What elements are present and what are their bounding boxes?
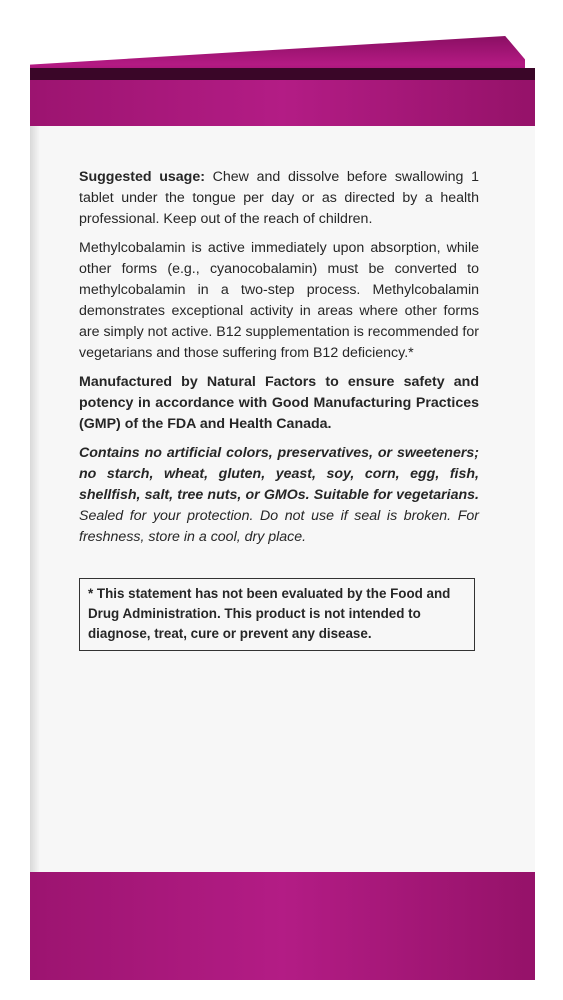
usage-text: Chew and dissolve before swallowing 1 tablet under the tongue per day or as directed by a health professional. Keep out of the reach of children. — [79, 169, 479, 227]
contains-bold: Contains no artificial colors, preservatives, or sweeteners; no starch, wheat, gluten, yeast, soy, corn, egg, fish, shellfish, salt, tree nuts, or GMOs. Suitable for vegetarians. — [79, 445, 479, 503]
panel-edge-shading — [30, 126, 40, 872]
manufacturer-paragraph: Manufactured by Natural Factors to ensure safety and potency in accordance with Good Manufacturing Practices (GMP) of the FDA and Health Canada. — [79, 374, 479, 432]
info-paragraph: Methylcobalamin is active immediately upon absorption, while other forms (e.g., cyanocobalamin) must be converted to methylcobalamin in a two-step process. Methylcobalamin demonstrates exceptional activity in areas where other forms are simply not active. B12 supplementation is recommended for vegetarians and those suffering from B12 deficiency.* — [79, 240, 479, 361]
bottom-color-band — [30, 872, 535, 980]
top-color-band — [30, 80, 535, 126]
contains-paragraph — [79, 443, 479, 548]
usage-heading: Suggested usage: — [79, 169, 205, 185]
usage-paragraph — [79, 167, 479, 230]
label-text — [79, 167, 479, 556]
contains-rest: Sealed for your protection. Do not use if seal is broken. For freshness, store in a cool, dry place. — [79, 508, 479, 545]
fda-disclaimer-box: * This statement has not been evaluated by the Food and Drug Administration. This product is not intended to diagnose, treat, cure or prevent any disease. — [79, 578, 475, 651]
